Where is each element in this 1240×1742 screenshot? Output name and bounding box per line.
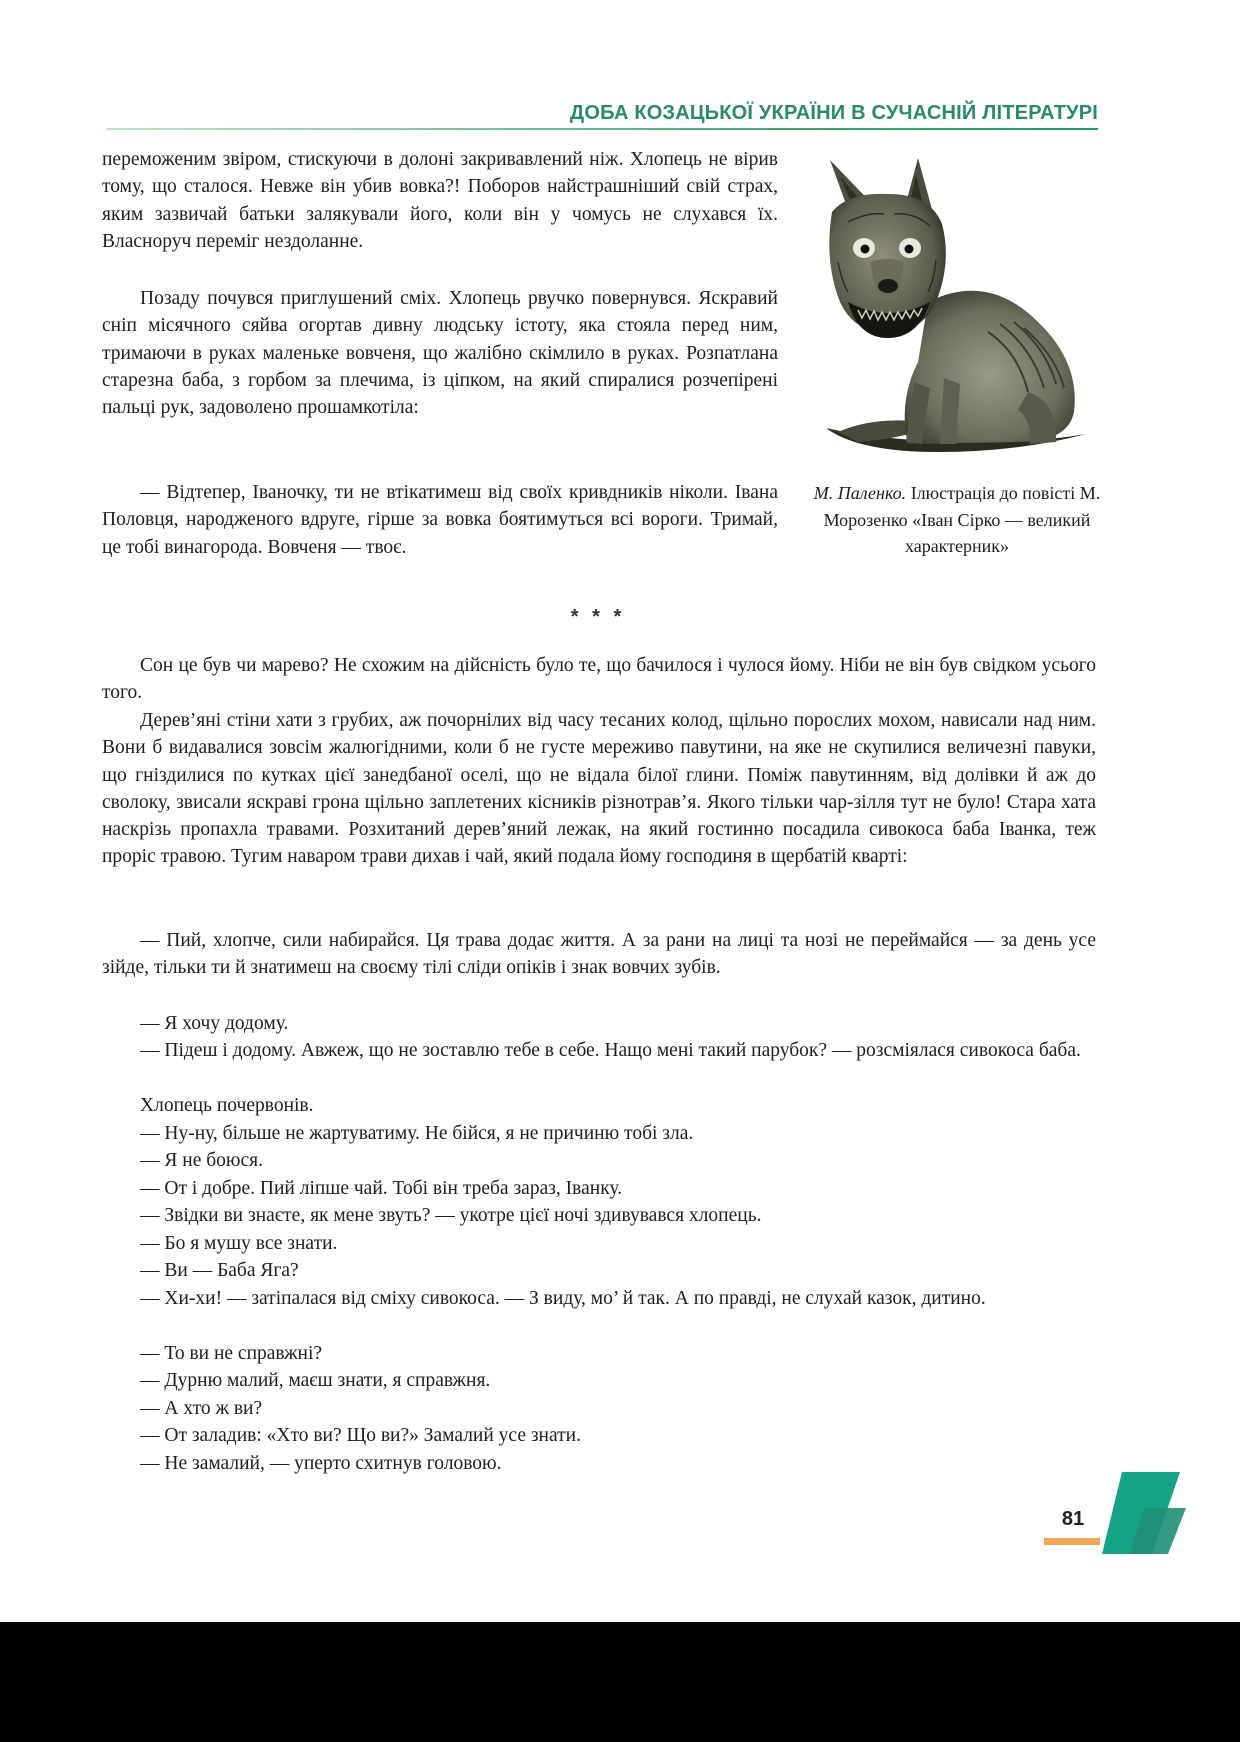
paragraph: — Дурню малий, маєш знати, я справжня. (140, 1370, 491, 1391)
chapter-header: ДОБА КОЗАЦЬКОЇ УКРАЇНИ В СУЧАСНІЙ ЛІТЕРАТУРІ (569, 102, 1098, 124)
paragraph: — Відтепер, Іваночку, ти не втікатимеш від своїх кривдників ніколи. Івана Половця, народженого вдруге, гірше за вовка боятимуться всі вороги. Тримай, це тобі винагорода. Вовченя — твоє. (102, 482, 778, 558)
paragraph: Позаду почувся приглушений сміх. Хлопець рвучко повернувся. Яскравий сніп місячного сяйва огортав дивну людську істоту, яка стояла перед ним, тримаючи в руках маленьке вовченя, що жалібно скімлило в руках. Розпатлана старезна баба, з горбом за плечима, із ціпком, на який спиралися розчепірені пальці рук, задоволено прошамкотіла: (102, 288, 778, 419)
section-separator: * * * (570, 606, 626, 628)
illustration-caption (812, 480, 1102, 560)
paragraph: — Пий, хлопче, сили набирайся. Ця трава додає життя. А за рани на лиці та нозі не переймайся — за день усе зійде, тільки ти й знатимеш на своєму тілі сліди опіків і знак вовчих зубів. (102, 930, 1096, 979)
paragraph: — А хто ж ви? (140, 1398, 263, 1419)
paragraph: Хлопець почервонів. (140, 1095, 314, 1116)
paragraph: — Бо я мушу все знати. (140, 1233, 338, 1254)
wolf-illustration (818, 152, 1094, 474)
paragraph: — От заладив: «Хто ви? Що ви?» Замалий усе знати. (140, 1425, 581, 1446)
caption-author: М. Паленко. (813, 483, 907, 503)
paragraph: — Ну-ну, більше не жартуватиму. Не бійся, я не причиню тобі зла. (140, 1123, 694, 1144)
bottom-black-bar (0, 1622, 1240, 1742)
page-number: 81 (1061, 1508, 1085, 1530)
paragraph: — От і добре. Пий ліпше чай. Тобі він треба зараз, Іванку. (140, 1178, 623, 1199)
header-divider (106, 128, 1098, 130)
paragraph: — Я не боюся. (140, 1150, 263, 1171)
paragraph: — Підеш і додому. Авжеж, що не зоставлю тебе в себе. Нащо мені такий парубок? — розсміялася сивокоса баба. (140, 1040, 1081, 1061)
caption-text: Ілюстрація до повісті М. Морозенко «Іван Сірко — великий характерник» (823, 483, 1101, 556)
paragraph: — Ви — Баба Яга? (140, 1260, 299, 1281)
paragraph: — То ви не справжні? (140, 1343, 323, 1364)
paragraph: переможеним звіром, стискуючи в долоні закривавлений ніж. Хлопець не вірив тому, що сталося. Невже він убив вовка?! Поборов найстрашніший свій страх, яким зазвичай батьки залякували його, коли він у чомусь не слухався їх. Власноруч переміг нездоланне. (102, 149, 778, 252)
paragraph: — Хи-хи! — затіпалася від сміху сивокоса. — З виду, мо’ й так. А по правді, не слухай казок, дитино. (140, 1288, 986, 1309)
paragraph: — Не замалий, — уперто схитнув головою. (140, 1453, 502, 1474)
paragraph: Дерев’яні стіни хати з грубих, аж почорнілих від часу тесаних колод, щільно порослих мохом, нависали над ним. Вони б видавалися зовсім жалюгідними, коли б не густе мереживо павутини, на яке не скупилися величезні павуки, що гніздилися по кутках цієї занедбаної оселі, що не відала білої глини. Поміж павутинням, від долівки й аж до сволоку, звисали яскраві грона щільно заплетених кісників різнотрав’я. Якого тільки чар-зілля тут не було! Стара хата наскрізь пропахла травами. Розхитаний дерев’яний лежак, на який гостинно посадила сивокоса баба Іванка, теж проріс травою. Тугим наваром трави дихав і чай, який подала йому господиня в щербатій кварті: (102, 710, 1096, 868)
paragraph: Сон це був чи марево? Не схожим на дійсність було те, що бачилося і чулося йому. Ніби не він був свідком усього того. (102, 655, 1096, 704)
paragraph: — Звідки ви знаєте, як мене звуть? — укотре цієї ночі здивувався хлопець. (140, 1205, 762, 1226)
paragraph: — Я хочу додому. (140, 1013, 289, 1034)
